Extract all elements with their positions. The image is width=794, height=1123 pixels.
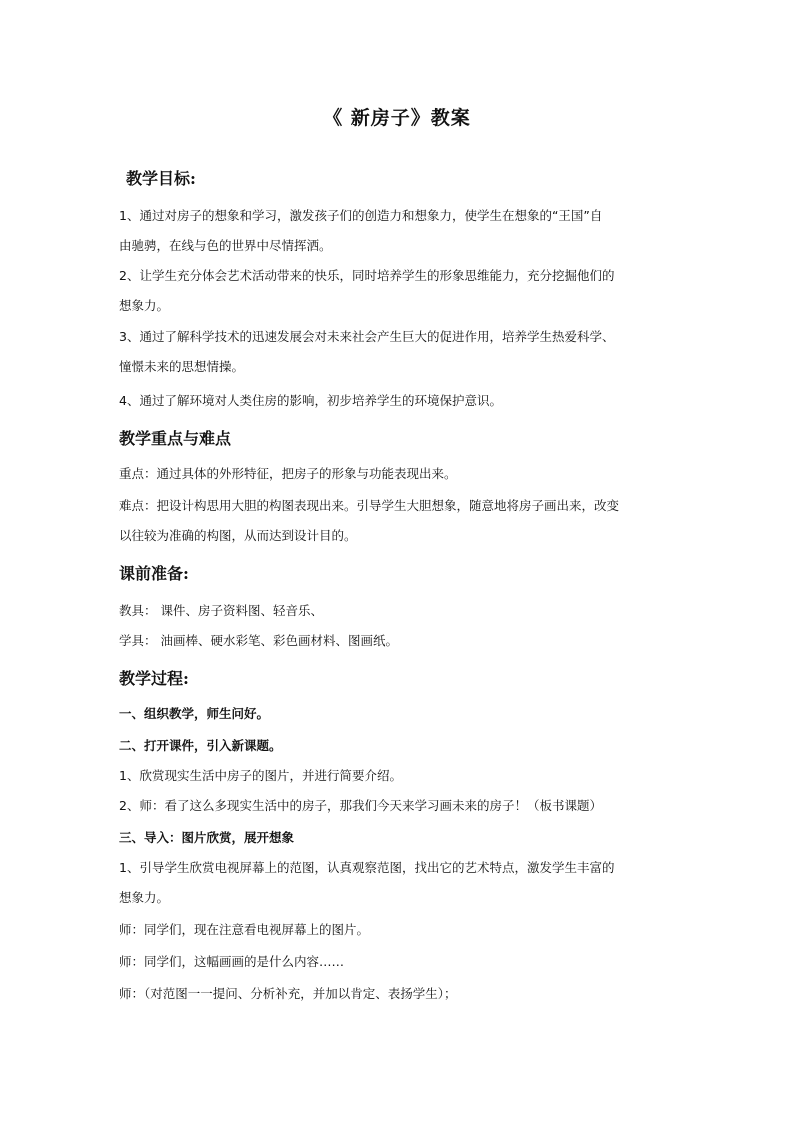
process-step-1: 一、组织教学，师生问好。 [119,706,270,721]
process-line: 1、欣赏现实生活中房子的图片，并进行简要介绍。 [119,768,402,783]
key-point-line: 难点：把设计构思用大胆的构图表现出来。引导学生大胆想象，随意地将房子画出来，改变 [119,498,620,513]
process-line: 师：同学们，现在注意看电视屏幕上的图片。 [119,922,370,937]
page-title: 《 新房子》教案 [323,107,471,129]
preparation-line: 教具： 课件、房子资料图、轻音乐、 [119,603,323,618]
process-line: 想象力。 [119,890,170,905]
process-step-2: 二、打开课件，引入新课题。 [119,738,282,753]
objective-line: 憧憬未来的思想情操。 [119,359,245,374]
objectives-heading: 教学目标: [126,169,196,188]
process-heading: 教学过程: [119,669,189,688]
objective-line: 由驰骋，在线与色的世界中尽情挥洒。 [119,238,332,253]
objective-line: 想象力。 [119,298,170,313]
process-line: 师：同学们，这幅画画的是什么内容…… [119,954,345,969]
objective-line: 1、通过对房子的想象和学习，激发孩子们的创造力和想象力，使学生在想象的“王国”自 [119,208,603,223]
objective-line: 3、通过了解科学技术的迅速发展会对未来社会产生巨大的促进作用，培养学生热爱科学、 [119,329,615,344]
preparation-heading: 课前准备: [119,564,189,583]
key-point-line: 重点：通过具体的外形特征，把房子的形象与功能表现出来。 [119,466,457,481]
preparation-line: 学具： 油画棒、硬水彩笔、彩色画材料、图画纸。 [119,633,398,648]
key-points-heading: 教学重点与难点 [119,429,232,448]
process-line: 师：（对范图一一提问、分析补充，并加以肯定、表扬学生）； [119,986,457,1001]
process-line: 1、引导学生欣赏电视屏幕上的范图，认真观察范图，找出它的艺术特点，激发学生丰富的 [119,860,615,875]
objective-line: 4、通过了解环境对人类住房的影响，初步培养学生的环境保护意识。 [119,393,502,408]
objective-line: 2、让学生充分体会艺术活动带来的快乐，同时培养学生的形象思维能力，充分挖掘他们的 [119,268,615,283]
key-point-line: 以往较为准确的构图，从而达到设计目的。 [119,528,357,543]
process-step-3: 三、导入：图片欣赏，展开想象 [119,830,295,845]
process-line: 2、师：看了这么多现实生活中的房子，那我们今天来学习画未来的房子！（板书课题） [119,798,602,813]
